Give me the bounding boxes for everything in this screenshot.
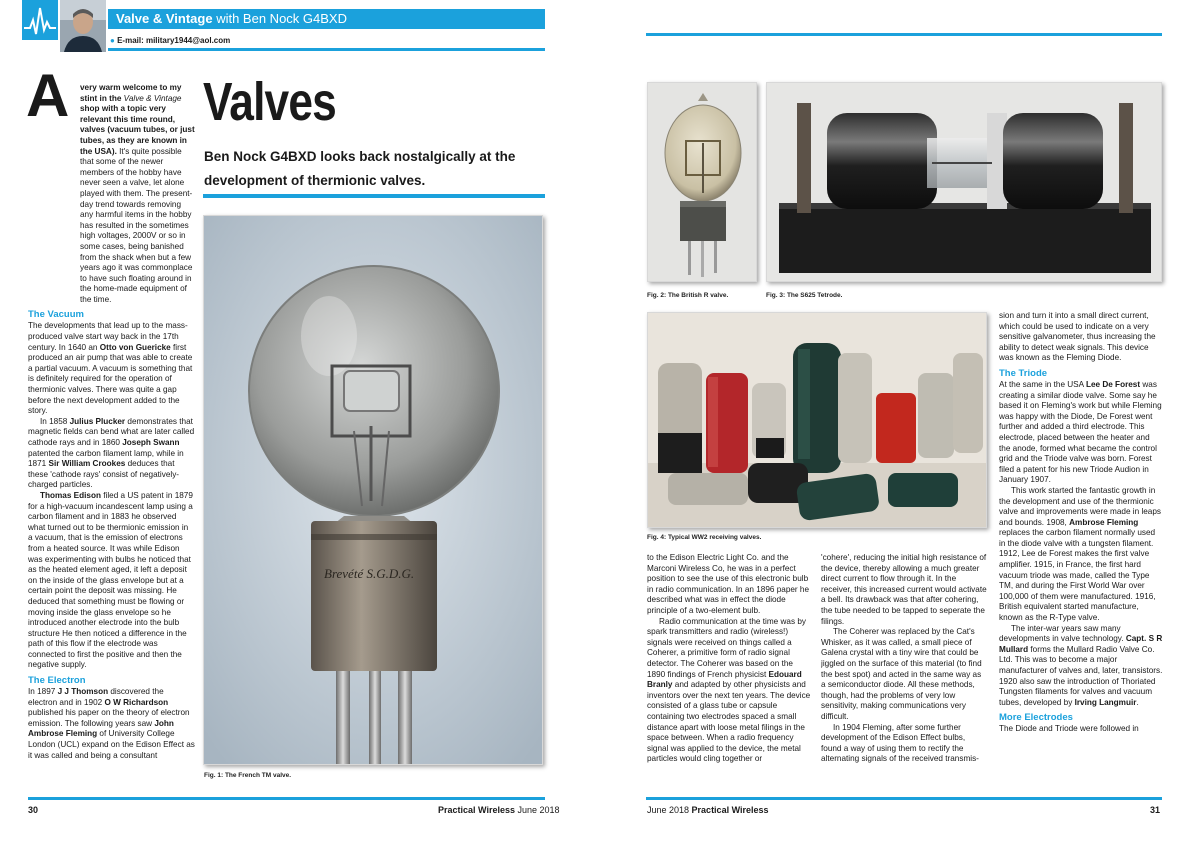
figure-1-caption: Fig. 1: The French TM valve. — [204, 772, 292, 779]
paragraph: In 1904 Fleming, after some further development of the Edison Effect bulbs, found a way of using them to rectify the alternating signals of the received transmis- — [821, 722, 979, 764]
column-author: with Ben Nock G4BXD — [212, 11, 347, 26]
magazine-name: Practical Wireless — [691, 805, 769, 815]
paragraph: At the same in the USA Lee De Forest was creating a similar diode valve. Some say he based it on Fleming's work but while Fleming was happy with the Diode, De Forest went further and added a third electrode. This electrode, placed between the heater and the anode, formed what became the control grid and the Triode valve was born. Forest filed a patent for his new Triode Audion in January 1907. — [999, 379, 1162, 485]
figure-4-photo — [647, 312, 987, 528]
page-number-left: 30 — [28, 805, 39, 815]
footer-rule-right — [646, 797, 1162, 800]
subheading-triode: The Triode — [999, 367, 1048, 379]
paragraph: Radio communication at the time was by spark transmitters and radio (wireless!) signals were received on things called a Coherer, a primitive form of radio signal detector. The Coherer was based on the 1890 findings of French physicist Edouard Branly and adapted by other physicists and inventors over the next ten years. The device consisted of a glass tube or capsule containing two electrodes spaced a small distance apart with loose metal filings in the space between. When a radio frequency signal was applied to the device, the metal particles would cling together or — [647, 616, 811, 764]
intro-text: It's quite possible that some of the newer members of the hobby have never seen a valve, let alone played with them. The present-day trend towards removing any harmful items in the hobby has resulted in the sometimes high voltages, 2000V or so in some cases, being banished from the shack when but a few years ago it was commonplace to have such floating around in the home-made equipment of the time. — [80, 146, 193, 304]
figure-1-base-text: Brevété S.G.D.G. — [324, 566, 415, 581]
intro-bold: very warm welcome to my stint in the — [80, 83, 182, 103]
issue-date: June 2018 — [647, 805, 692, 815]
standfirst-rule — [203, 194, 545, 198]
column-3 — [647, 553, 812, 793]
paragraph: In 1897 J J Thomson discovered the electron and in 1902 O W Richardson published his paper on the theory of electron emission. The following years saw John Ambrose Fleming of University College London (UCL) expand on the Edison Effect as it was called and being a consultant — [28, 687, 195, 760]
paragraph: to the Edison Electric Light Co. and the Marconi Wireless Co, he was in a perfect position to see the use of this electronic bulb in radio communication. In an 1896 paper he described what was in effect the diode principle of a two-element bulb. — [647, 553, 810, 615]
paragraph: sion and turn it into a small direct current, which could be used to indicate on a very sensitive galvanometer, thus increasing the ability to detect weak signals. This device was known as the Fleming Diode. — [999, 311, 1156, 363]
magazine-name: Practical Wireless — [438, 805, 515, 815]
subheading-electron: The Electron — [28, 675, 86, 687]
figure-4-caption: Fig. 4: Typical WW2 receiving valves. — [647, 534, 762, 541]
paragraph: In 1858 Julius Plucker demonstrates that magnetic fields can bend what are later called cathode rays and in 1860 Joseph Swann patented the carbon filament lamp, while in 1871 Sir William Crookes deduces that these 'cathode rays' consist of negatively-charged particles. — [28, 416, 195, 490]
intro-bold-2: shop with a topic very relevant this time round, valves (vacuum tubes, or just tubes, as they are known in the USA). — [80, 104, 195, 156]
subheading-electrodes: More Electrodes — [999, 712, 1073, 724]
email-bullet-icon: ● — [110, 36, 115, 45]
article-title: Valves — [203, 72, 336, 132]
footer-rule-left — [28, 797, 545, 800]
author-avatar — [60, 0, 106, 52]
issue-date: June 2018 — [514, 805, 560, 815]
column-5 — [999, 311, 1163, 794]
paragraph: 'cohere', reducing the initial high resistance of the device, thereby allowing a much greater direct current to flow through it. In the receiver, this increased current would activate a bell. Its drawback was that after cohering, the tube needed to be tapped to seperate the filings. — [821, 553, 987, 626]
figure-3-caption: Fig. 3: The S625 Tetrode. — [766, 292, 843, 299]
email-label[interactable]: E-mail: military1944@aol.com — [117, 36, 231, 45]
figure-2-photo — [647, 82, 757, 282]
standfirst: Ben Nock G4BXD looks back nostalgically at the development of thermionic valves. — [204, 149, 516, 188]
paragraph: The inter-war years saw many developments in valve technology. Capt. S R Mullard forms the Mullard Radio Valve Co. Ltd. This was to become a major manufacturer of valves and, later, transistors. 1920 also saw the introduction of Thoriated Tungsten filaments for valves and vacuum tubes, developed by Irving Langmuir. — [999, 623, 1163, 707]
paragraph: Thomas Edison filed a US patent in 1879 for a high-vacuum incandescent lamp using a carbon filament and in 1883 he observed what turned out to be thermionic emission in a vacuum, that is the emission of electrons from a heated source. It was while Edison was experimenting with bulbs he noticed that as the heated element aged, it left a deposit on the inside of the glass envelope but at a certain point the deposit was missing. He deduced that something must be flowing or moving inside the glass envelope so he introduced another electrode into the bulb structure He then noticed a difference in the path of this flow if the electrode was connected to first the positive and then the negative supply. — [28, 490, 193, 670]
paragraph: The Coherer was replaced by the Cat's Whisker, as it was called, a small piece of Galena crystal with a tiny wire that could be jiggled on the surface of this material (to find the best spot) and acted in the same way as a semiconductor diode. All these methods, though, had the problems of very low sensitivity, making communications very difficult. — [821, 627, 982, 721]
paragraph: This work started the fantastic growth in the development and use of the thermionic valve and improvements were made in leaps and bounds. 1908, Ambrose Fleming replaces the carbon filament normally used in the diode valve with a tungsten filament. 1912, Lee de Forest makes the first valve amplifier. 1915, in France, the first hard vacuum triode was made, called the Type TM, and during the First World War over 100,000 of them were manufactured. 1916, British equivalent started manufacture, known as the R-Type valve. — [999, 485, 1162, 623]
right-header-line — [646, 33, 1162, 36]
column-title: Valve & Vintage — [116, 11, 213, 26]
header-title-bar — [108, 9, 545, 29]
intro-italic: Valve & Vintage — [123, 93, 182, 103]
figure-1-photo — [203, 215, 543, 765]
dropcap: A — [26, 62, 70, 129]
figure-3-photo — [766, 82, 1162, 282]
header-logo-box — [22, 0, 58, 40]
header-email-row — [110, 36, 230, 45]
waveform-icon — [22, 0, 58, 40]
figure-2-caption: Fig. 2: The British R valve. — [647, 292, 729, 299]
paragraph: The Diode and Triode were followed in — [999, 724, 1139, 734]
intro-column — [28, 83, 195, 793]
subheading-vacuum: The Vacuum — [28, 309, 84, 321]
page-number-right: 31 — [1150, 805, 1161, 815]
header-underline — [108, 48, 545, 51]
footer-left-masthead — [438, 805, 560, 815]
footer-right-masthead — [647, 805, 769, 815]
paragraph: The developments that lead up to the mass-produced valve start way back in the 17th century. In 1640 an Otto von Guericke first produced an air pump that was able to create a partial vacuum. A vacuum is something that is definitely required for the operation of thermionic valves. There was quite a gap before the next development added to the story. — [28, 321, 193, 416]
column-4 — [821, 553, 987, 793]
